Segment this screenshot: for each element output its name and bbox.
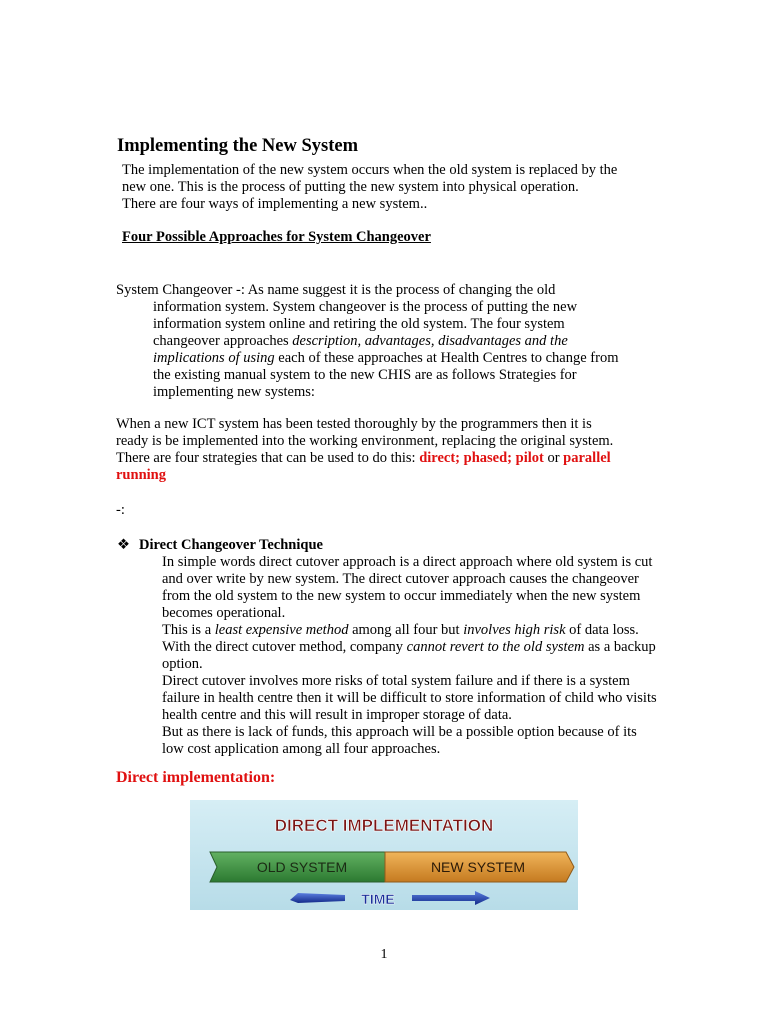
changeover-line: information system. System changeover is the process of putting the new [153,299,578,315]
body-paragraph [162,622,657,673]
intro-line: new one. This is the process of putting the new system into physical operation. [122,179,579,195]
text-run: of data loss. With the direct cutover method, company [162,622,639,655]
strategies-line: When a new ICT system has been tested thoroughly by the programmers then it is [116,416,592,432]
changeover-line: the existing manual system to the new CHIS are as follows Strategies for [153,367,577,383]
text-run: or [543,450,564,466]
italic-run: involves high risk [463,622,566,638]
italic-run: least expensive method [214,622,349,638]
diamond-bullet-icon: ❖ [117,537,130,553]
text-run: as a backup option. [162,639,656,672]
italic-run: description, advantages, disadvantages and the [292,333,568,349]
changeover-first-line: System Changeover -: As name suggest it is the process of changing the old [116,282,556,298]
direct-changeover-heading [117,537,323,554]
figure-title: DIRECT IMPLEMENTATION [274,816,494,835]
text-run: among all four but [348,622,464,638]
old-system-label: OLD SYSTEM [256,859,348,875]
changeover-paragraph [116,282,656,401]
changeover-line: implementing new systems: [153,384,315,400]
body-paragraph: But as there is lack of funds, this approach will be a possible option because of its low cost application among all four approaches. [162,724,637,757]
dash-marker: -: [116,502,125,518]
body-paragraph: Direct cutover involves more risks of total system failure and if there is a system failure in health centre then it will be difficult to store information of child who visits health centre and this will result in improper storage of data. [162,673,657,723]
intro-line: There are four ways of implementing a new system.. [122,196,428,212]
strategy-phased: phased [463,450,508,466]
direct-changeover-body [162,554,657,758]
italic-run: cannot revert to the old system [406,639,585,655]
separator: ; [455,450,464,466]
changeover-line: information system online and retiring the old system. The four system [153,316,565,332]
direct-implementation-heading: Direct implementation: [116,769,276,786]
strategies-paragraph [116,416,656,484]
new-system-label: NEW SYSTEM [430,859,526,875]
page-number: 1 [380,947,388,962]
intro-paragraph [122,162,667,213]
time-label: TIME [361,891,395,907]
heading-text: Direct Changeover Technique [139,537,323,553]
text-run: changeover approaches [153,333,293,349]
page-title: Implementing the New System [117,136,358,156]
text-run: There are four strategies that can be used to do this: [116,450,420,466]
strategy-parallel: parallel [563,450,611,466]
separator: ; [507,450,516,466]
strategies-line: ready is be implemented into the working environment, replacing the original system. [116,433,614,449]
intro-line: The implementation of the new system occurs when the old system is replaced by the [122,162,618,178]
section-subheading: Four Possible Approaches for System Changeover [122,229,431,245]
changeover-line [116,350,656,367]
strategy-direct: direct [419,450,456,466]
text-run: This is a [162,622,215,638]
text-run: each of these approaches at Health Centres to change from [274,350,619,366]
italic-run: implications of using [153,350,275,366]
body-paragraph: In simple words direct cutover approach is a direct approach where old system is cut and over write by new system. The direct cutover approach causes the changeover from the old system to the new system to occur immediately when the new system becomes operational. [162,554,653,621]
strategy-pilot: pilot [515,450,544,466]
direct-implementation-figure [190,800,578,910]
changeover-line [116,333,656,350]
strategies-line [116,450,656,467]
strategy-running: running [116,467,166,483]
